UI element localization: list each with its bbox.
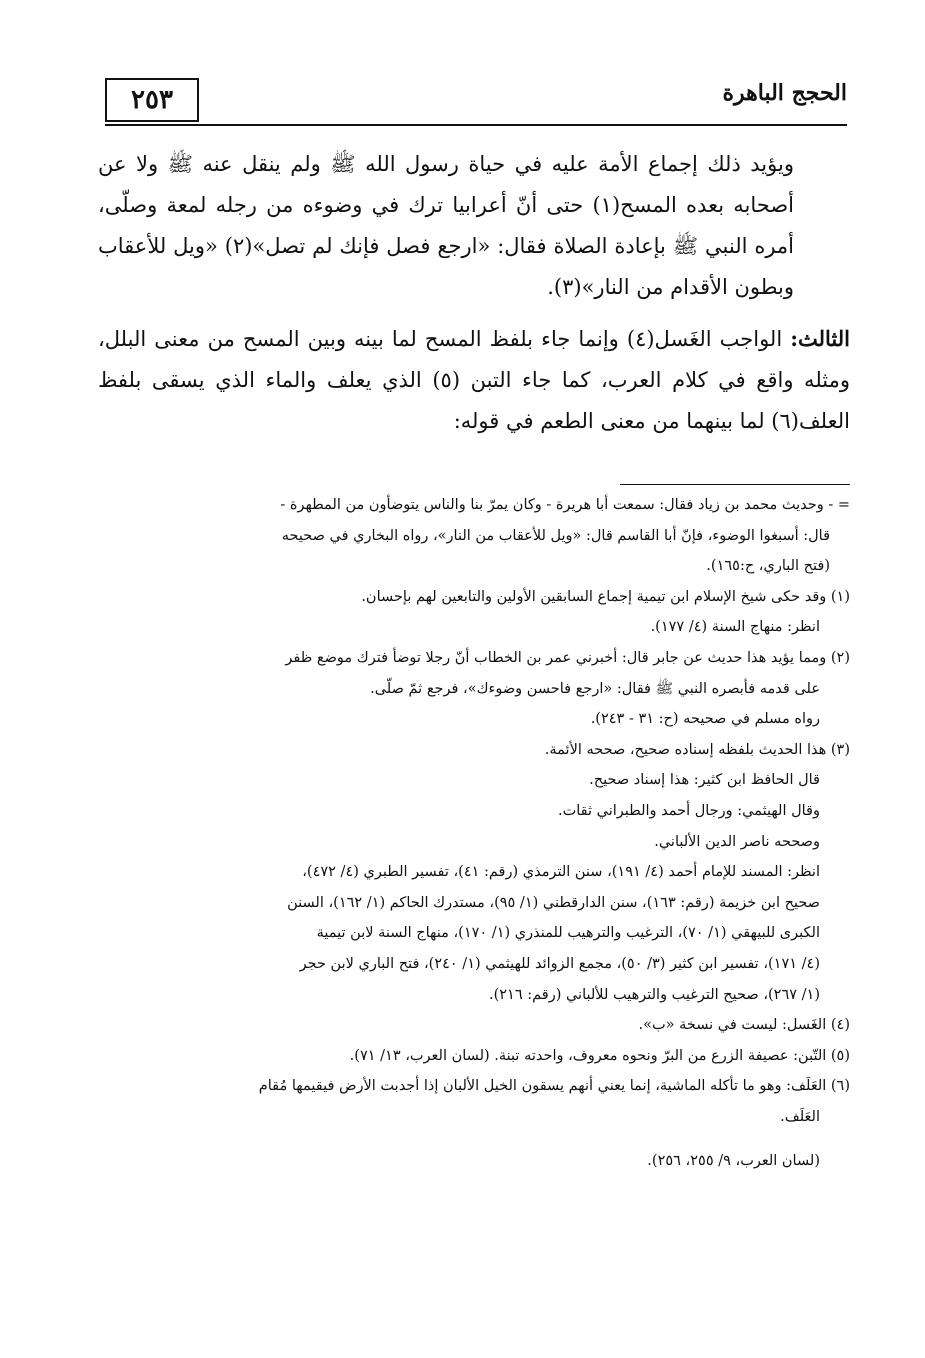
footnote-2: (٢) ومما يؤيد هذا حديث عن جابر قال: أخبرني عمر بن الخطاب أنّ رجلا توضأ فترك موضع ظفر <box>285 649 850 666</box>
footnote-line: قال الحافظ ابن كثير: هذا إسناد صحيح. <box>589 772 820 789</box>
footnote-spacer <box>105 1132 850 1146</box>
book-title: الحجج الباهرة <box>722 80 847 106</box>
footnote-1: (١) وقد حكى شيخ الإسلام ابن تيمية إجماع السابقين الأولين والتابعين لهم بإحسان. <box>361 588 850 605</box>
main-paragraph-2 <box>98 318 850 442</box>
footnote-line: رواه مسلم في صحيحه (ح: ٣١ - ٢٤٣). <box>590 711 820 728</box>
footnote-6: (٦) العَلَف: وهو ما تأكله الماشية، إنما يعني أنهم يسقون الخيل الألبان إذا أجدبت الأرض فيقيمها مُقام <box>258 1078 850 1095</box>
footnote-4: (٤) الغَسل: ليست في نسخة «ب». <box>638 1017 850 1034</box>
footnote-5: (٥) التّبن: عصيفة الزرع من البرّ ونحوه معروف، واحدته تبنة. (لسان العرب، ١٣/ ٧١). <box>349 1047 850 1064</box>
footnote-line: (١/ ٢٦٧)، صحيح الترغيب والترهيب للألباني (رقم: ٢١٦). <box>488 986 820 1003</box>
footnotes <box>105 490 850 1177</box>
footnote-line: وقال الهيثمي: ورجال أحمد والطبراني ثقات. <box>558 802 820 819</box>
footnote-line: على قدمه فأبصره النبي ﷺ فقال: «ارجع فاحسن وضوءك»، فرجع ثمّ صلّى. <box>370 680 820 697</box>
footnote-line: (٤/ ١٧١)، تفسير ابن كثير (٣/ ٥٠)، مجمع الزوائد للهيثمي (١/ ٢٤٠)، فتح الباري لابن حجر <box>299 955 820 972</box>
footnote-line: قال: أسبغوا الوضوء، فإنّ أبا القاسم قال: «ويل للأعقاب من النار»، رواه البخاري في صحيحه <box>281 527 830 544</box>
footnote-line: وصححه ناصر الدين الألباني. <box>654 833 820 850</box>
paragraph-2-lead: الثالث: <box>790 326 850 351</box>
footnote-line: الكبرى للبيهقي (١/ ٧٠)، الترغيب والترهيب للمنذري (١/ ١٧٠)، منهاج السنة لابن تيمية <box>316 925 820 942</box>
footnote-line: انظر: منهاج السنة (٤/ ١٧٧). <box>650 619 820 636</box>
footnote-line: صحيح ابن خزيمة (رقم: ١٦٣)، سنن الدارقطني (١/ ٩٥)، مستدرك الحاكم (١/ ١٦٢)، السنن <box>287 894 820 911</box>
main-text <box>98 144 850 442</box>
footnote-line: العَلَف. <box>780 1108 820 1125</box>
footnote-line: = - وحديث محمد بن زياد فقال: سمعت أبا هريرة - وكان يمرّ بنا والناس يتوضأون من المطهرة - <box>280 497 850 513</box>
header-rule <box>105 124 847 126</box>
footnote-line: انظر: المسند للإمام أحمد (٤/ ١٩١)، سنن الترمذي (رقم: ٤١)، تفسير الطبري (٤/ ٤٧٢)، <box>302 864 820 881</box>
footnote-line: (فتح الباري، ح:١٦٥). <box>706 558 830 575</box>
footnote-line: (لسان العرب، ٩/ ٢٥٥، ٢٥٦). <box>647 1153 820 1170</box>
page-number: ٢٥٣ <box>105 78 199 122</box>
footnote-divider <box>620 484 850 485</box>
footnote-3: (٣) هذا الحديث بلفظه إسناده صحيح، صححه الأئمة. <box>544 741 850 758</box>
main-paragraph-1 <box>98 144 850 308</box>
paragraph-2-text: الواجب الغَسل(٤) وإنما جاء بلفظ المسح لما بينه وبين المسح من معنى البلل، ومثله واقع في كلام العرب، كما جاء التبن (٥) الذي يعلف والماء الذي يسقى بلفظ العلف(٦) لما بينهما من معنى الطعم في قوله: <box>98 327 850 433</box>
paragraph-1-text: ويؤيد ذلك إجماع الأمة عليه في حياة رسول الله ﷺ ولم ينقل عنه ﷺ ولا عن أصحابه بعده المسح(١) حتى أنّ أعرابيا ترك في وضوءه من رجله لمعة وصلّى، أمره النبي ﷺ بإعادة الصلاة فقال: «ارجع فصل فإنك لم تصل»(٢) «ويل للأعقاب وبطون الأقدام من النار»(٣). <box>98 152 795 299</box>
page-header <box>105 78 847 126</box>
